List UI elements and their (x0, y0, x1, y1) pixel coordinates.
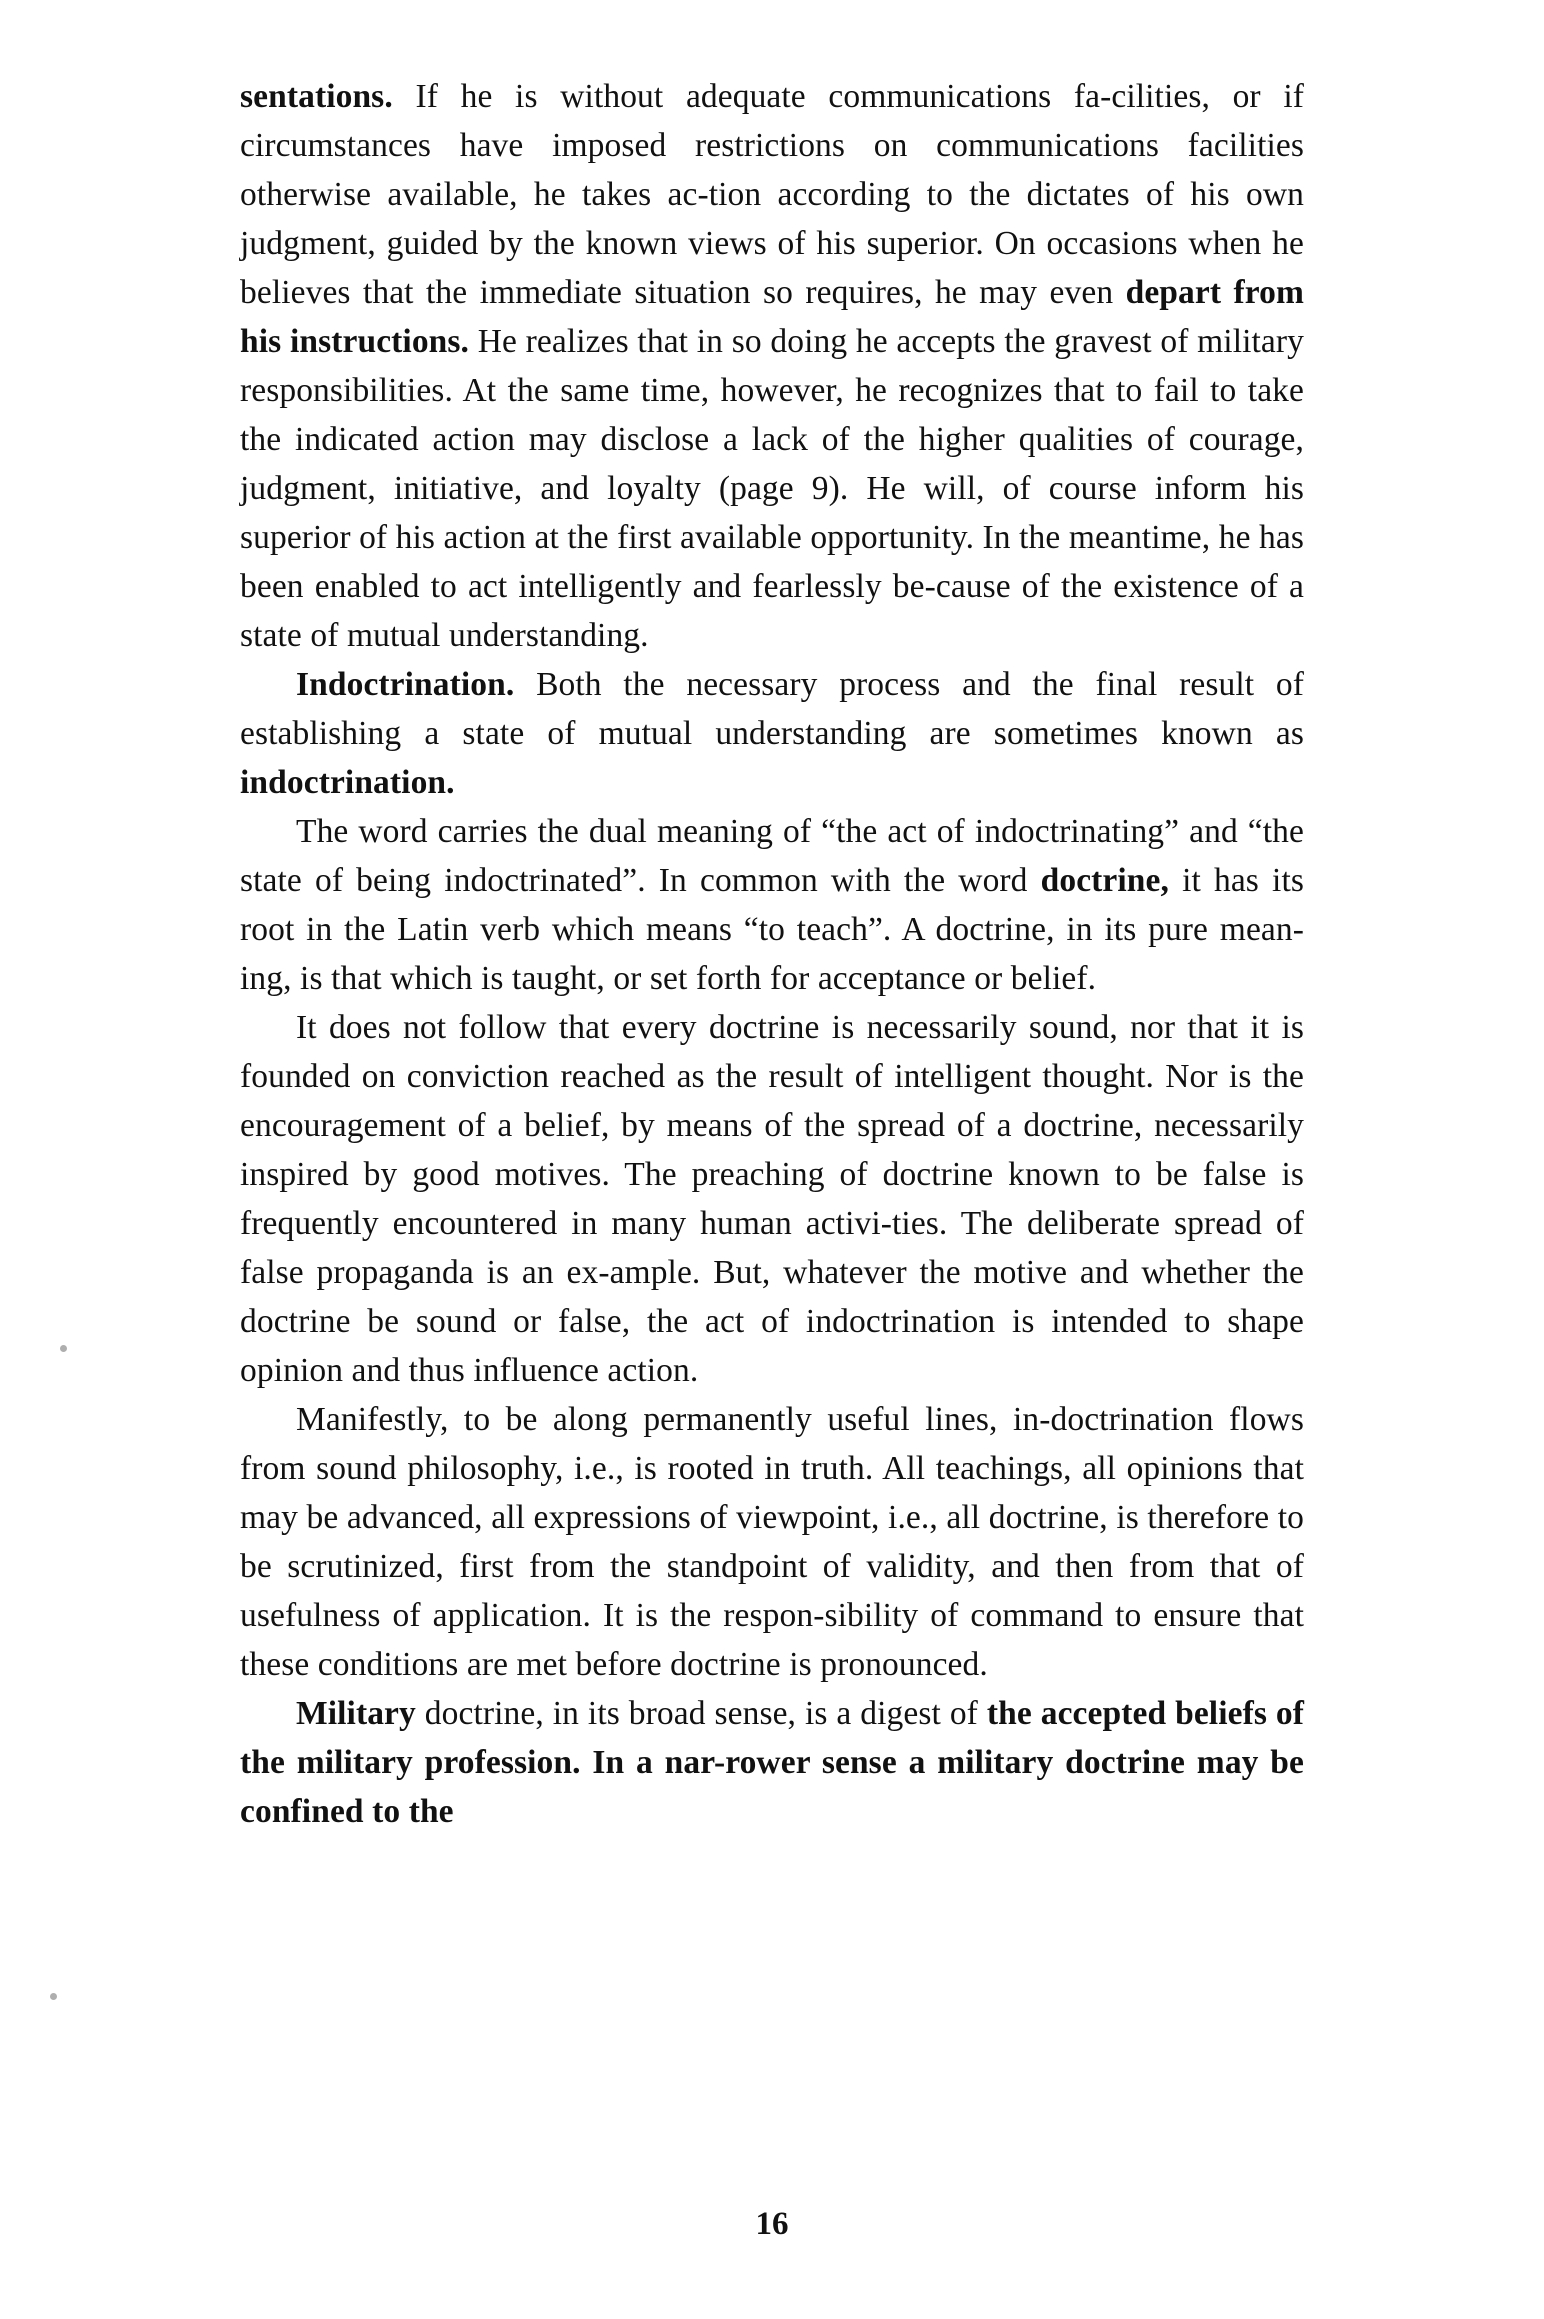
body-text-column (240, 72, 1304, 1836)
page-number: 16 (755, 2206, 789, 2242)
emphasis-run: doctrine, (1040, 862, 1169, 899)
text-run: doctrine, in its broad sense, is a digest of (415, 1695, 987, 1732)
emphasis-run: depart from his instructions. (240, 274, 1304, 360)
emphasis-run: sentations. (240, 78, 393, 115)
text-run: If he is without adequate communications fa-cilities, or if circumstances have imposed restrictions on communications facilities otherwise available, he takes ac-tion according to the dictates of his own judgment, guided by the known views of his superior. On occasions when he believes that the immediate situation so requires, he may even (240, 78, 1304, 311)
emphasis-run: Military (296, 1695, 416, 1732)
emphasis-run: the accepted beliefs of the military profession. In a nar-rower sense a military doctrine may be confined to the (240, 1695, 1304, 1830)
scan-speck (50, 1993, 57, 2000)
paragraph (240, 1689, 1304, 1836)
paragraph (240, 72, 1304, 660)
paragraph (240, 1003, 1304, 1395)
paragraph (240, 660, 1304, 807)
text-run: it has its root in the Latin verb which means “to teach”. A doctrine, in its pure mean-ing, is that which is taught, or set forth for acceptance or belief. (240, 862, 1304, 997)
emphasis-run: Indoctrination. (296, 666, 515, 703)
text-run: Manifestly, to be along permanently useful lines, in-doctrination flows from sound philosophy, i.e., is rooted in truth. All teachings, all opinions that may be advanced, all expressions of viewpoint, i.e., all doctrine, is therefore to be scrutinized, first from the standpoint of validity, and then from that of usefulness of application. It is the respon-sibility of command to ensure that these conditions are met before doctrine is pronounced. (240, 1401, 1304, 1683)
text-run: It does not follow that every doctrine is necessarily sound, nor that it is founded on conviction reached as the result of intelligent thought. Nor is the encouragement of a belief, by means of the spread of a doctrine, necessarily inspired by good motives. The preaching of doctrine known to be false is frequently encountered in many human activi-ties. The deliberate spread of false propaganda is an ex-ample. But, whatever the motive and whether the doctrine be sound or false, the act of indoctrination is intended to shape opinion and thus influence action. (240, 1009, 1304, 1389)
text-run: He realizes that in so doing he accepts the gravest of military responsibilities. At the same time, however, he recognizes that to fail to take the indicated action may disclose a lack of the higher qualities of courage, judgment, initiative, and loyalty (page 9). He will, of course inform his superior of his action at the first available opportunity. In the meantime, he has been enabled to act intelligently and fearlessly be-cause of the existence of a state of mutual understanding. (240, 323, 1305, 654)
paragraph (240, 807, 1304, 1003)
text-run: Both the necessary process and the final result of establishing a state of mutual understanding are sometimes known as (240, 666, 1304, 752)
emphasis-run: indoctrination. (240, 764, 455, 801)
scan-speck (60, 1345, 67, 1352)
paragraph (240, 1395, 1304, 1689)
text-run: The word carries the dual meaning of “the act of indoctrinating” and “the state of being indoctrinated”. In common with the word (240, 813, 1304, 899)
